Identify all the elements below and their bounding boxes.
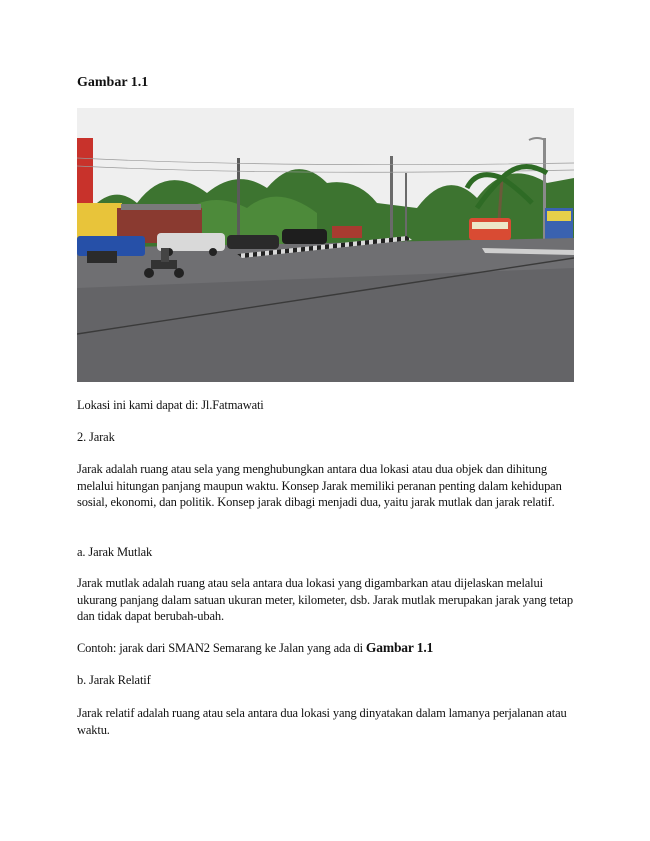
figure-reference: Gambar 1.1 (365, 640, 434, 655)
location-line: Lokasi ini kami dapat di: Jl.Fatmawati (77, 398, 264, 412)
section-b-heading: b. Jarak Relatif (77, 673, 151, 687)
section-2-heading: 2. Jarak (77, 430, 115, 444)
section-2-body: Jarak adalah ruang atau sela yang menghubungkan antara dua lokasi atau dua objek dan dihitung melalui hitungan panjang maupun waktu. Konsep Jarak memiliki peranan penting dalam kehidupan sosial, ekonomi, dan politik. Konsep jarak dibagi menjadi dua, yaitu jarak mutlak dan jarak relatif. (77, 462, 562, 509)
section-a-heading: a. Jarak Mutlak (77, 545, 153, 559)
example-text: Contoh: jarak dari SMAN2 Semarang ke Jalan yang ada di (77, 641, 366, 655)
section-b-body: Jarak relatif adalah ruang atau sela antara dua lokasi yang dinyatakan dalam lamanya perjalanan atau waktu. (77, 706, 567, 737)
section-a-example (77, 640, 577, 657)
figure-caption: Gambar 1.1 (77, 75, 149, 90)
street-photo (77, 108, 574, 382)
section-a-body: Jarak mutlak adalah ruang atau sela antara dua lokasi yang digambarkan atau dijelaskan melalui ukurang panjang dalam satuan ukuran meter, kilometer, dsb. Jarak mutlak merupakan jarak yang tetap dan tidak dapat berubah-ubah. (77, 576, 573, 623)
